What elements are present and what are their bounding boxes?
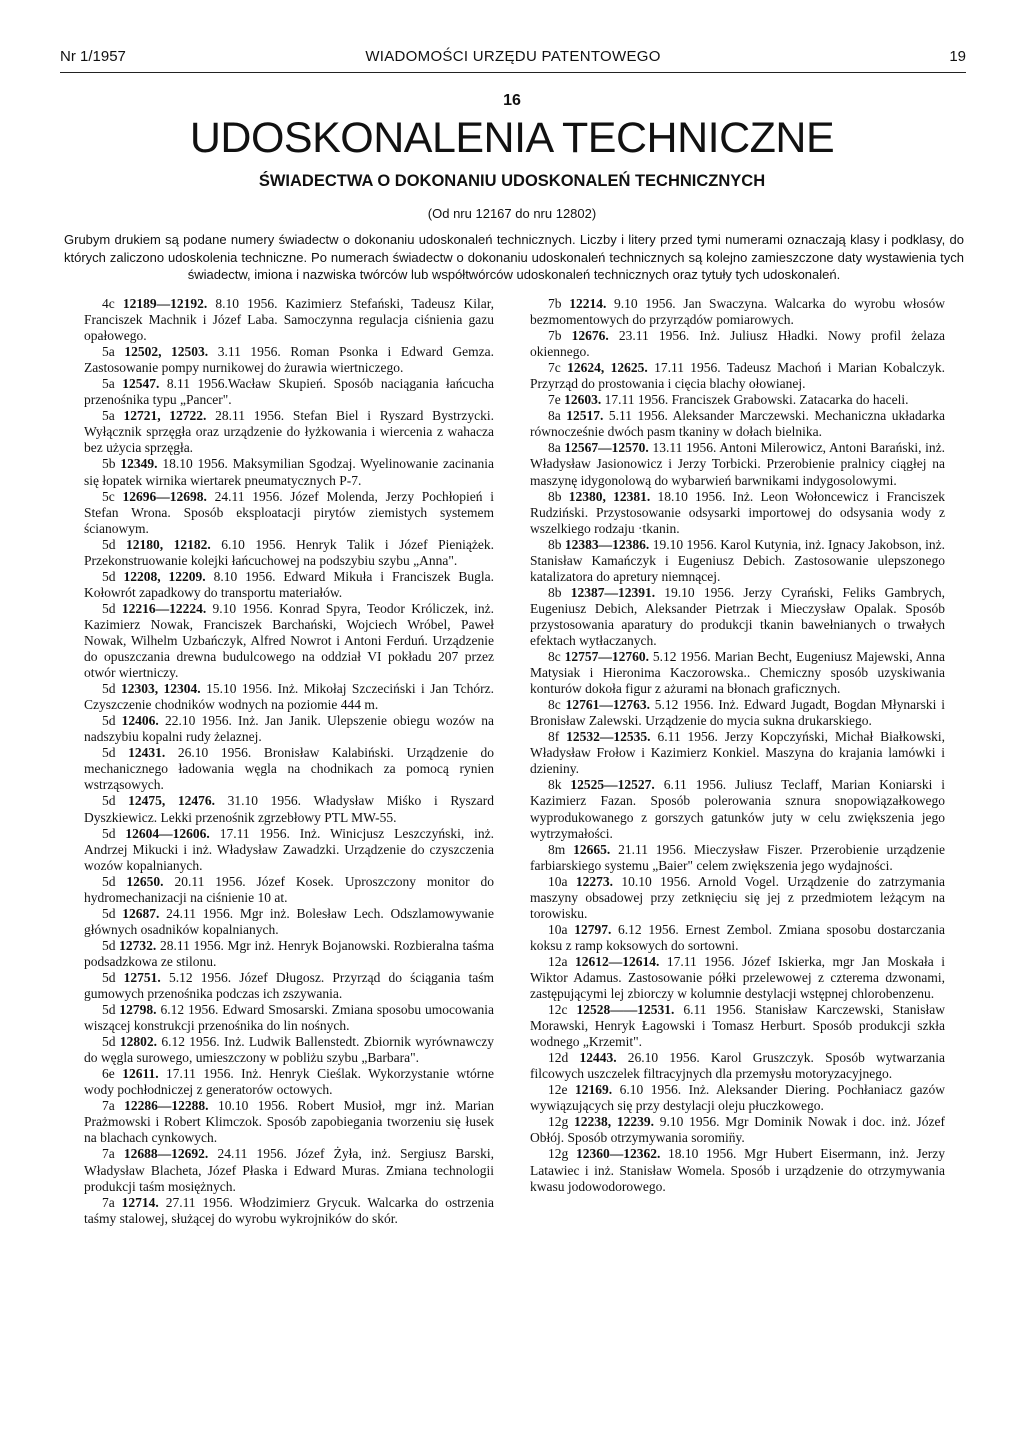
running-header	[60, 44, 966, 73]
journal-name: WIADOMOŚCI URZĘDU PATENTOWEGO	[365, 48, 661, 65]
class-code: 8b	[548, 536, 562, 552]
certificate-entry	[530, 1082, 945, 1114]
class-code: 5d	[102, 937, 116, 953]
certificate-number: 12650.	[126, 873, 164, 889]
certificate-number: 12273.	[575, 873, 613, 889]
certificate-number: 12547.	[122, 376, 160, 392]
entry-text: 9.10 1956. Jan Swaczyna. Walcarka do wyrobu włosów bezmomentowych do przyrządów pomiarowych.	[530, 296, 946, 328]
class-code: 12g	[548, 1114, 569, 1130]
certificate-entry	[84, 970, 494, 1002]
certificate-entry	[530, 440, 945, 488]
certificate-number: 12360—12362.	[575, 1146, 661, 1162]
certificate-entry	[84, 1002, 494, 1034]
certificate-number: 12169.	[575, 1082, 613, 1098]
certificate-number: 12732.	[119, 937, 157, 953]
class-code: 5a	[102, 376, 115, 392]
certificate-number: 12612—12614.	[575, 953, 660, 969]
entry-text: 26.10 1956. Karol Gruszczyk. Sposób wytwarzania filcowych uszczelek filtracyjnych dla przemysłu motoryzacyjnego.	[530, 1050, 945, 1082]
section-number: 16	[503, 92, 521, 109]
class-code: 5d	[102, 969, 116, 985]
certificate-entry	[84, 1195, 494, 1227]
certificate-number: 12797.	[574, 921, 612, 937]
entry-text: 17.11 1956. Inż. Winicjusz Leszczyński, inż. Andrzej Mikucki i inż. Władysław Zawadzki. Urządzenie do czyszczenia wozów kopalnianych.	[84, 825, 494, 873]
entry-text: 6.11 1956. Jerzy Kopczyński, Michał Białkowski, Władysław Frołow i Kazimierz Konkiel. Maszyna do krajania lamówki i dzieniny.	[530, 729, 946, 777]
page-number: 19	[949, 48, 966, 65]
class-code: 12a	[548, 953, 568, 969]
certificate-number: 12286—12288.	[124, 1098, 209, 1114]
entry-text: 3.11 1956. Roman Psonka i Edward Gemza. Zastosowanie pompy nurnikowej do żurawia wiertniczego.	[84, 344, 495, 376]
certificate-entry	[84, 826, 494, 874]
entry-text: 24.11 1956. Mgr inż. Bolesław Lech. Odszlamowywanie głównych osadników kopalnianych.	[84, 905, 495, 937]
class-code: 5d	[102, 905, 116, 921]
entry-text: 22.10 1956. Inż. Jan Janik. Ulepszenie obiegu wozów na nadszybiu kopalni rudy żelaznej.	[84, 713, 494, 745]
certificate-entry	[530, 585, 945, 649]
certificate-entry	[84, 1098, 494, 1146]
class-code: 5d	[102, 600, 116, 616]
certificate-entry	[530, 874, 945, 922]
certificate-number: 12238, 12239.	[574, 1114, 655, 1130]
certificate-number: 12567—12570.	[564, 440, 649, 456]
entry-text: 5.12 1956. Marian Becht, Eugeniusz Majewski, Anna Matysiak i Hieronima Kaczorowska.. Chemiczny sposób uzyskiwania konturów dokoła figur z ażurami na błonach graficznych.	[530, 649, 946, 697]
certificate-entry	[530, 729, 945, 777]
class-code: 5b	[102, 456, 116, 472]
certificate-entry	[84, 601, 494, 681]
certificate-entry	[530, 328, 945, 360]
entry-text: 17.11 1956. Józef Iskierka, mgr Jan Moskała i Wiktor Adamus. Zastosowanie półki przelewowej z czterema dzwonami, zastępującymi lej zbiorczy w kolumnie destylacji wstępnej chlorobenzenu.	[530, 953, 946, 1002]
entry-text: 28.11 1956. Stefan Biel i Ryszard Bystrzycki. Wyłącznik sprzęgła oraz urządzenie do łyżkowania i wiercenia z wahacza bez użycia sprzęgła.	[84, 408, 495, 456]
class-code: 10a	[548, 873, 568, 889]
certificate-number: 12624, 12625.	[567, 360, 648, 376]
entry-text: 21.11 1956. Mieczysław Fiszer. Przerobienie urządzenie farbiarskiego systemu „Baier" celem zwiększenia jego wydajności.	[530, 841, 946, 873]
entry-text: 19.10 1956. Jerzy Cyrański, Feliks Gambrych, Eugeniusz Debich, Aleksander Pietrzak i Mieczysław Opalak. Sposób przystosowania aparatury do produkcji tkanin bawełnianych o trwałych efektach wytłaczanych.	[530, 584, 945, 648]
entry-text: 17.11 1956. Inż. Henryk Cieślak. Wykorzystanie wtórne wody pochłodniczej z generatorów octowych.	[84, 1066, 494, 1098]
certificate-entry	[530, 1002, 945, 1050]
certificate-entry	[84, 681, 494, 713]
certificate-entry	[530, 360, 945, 392]
certificate-number: 12528——12531.	[576, 1002, 675, 1018]
entry-text: 10.10 1956. Robert Musioł, mgr inż. Marian Prażmowski i Robert Klimczok. Sposób zapobiegania tworzeniu się łusek na blachach cynkowych.	[84, 1098, 495, 1146]
certificate-number: 12208, 12209.	[123, 568, 206, 584]
certificate-number: 12665.	[573, 841, 611, 857]
class-code: 5d	[102, 536, 116, 552]
number-range: (Od nru 12167 do nru 12802)	[427, 206, 597, 221]
entry-text: 5.12 1956. Inż. Edward Jugadt, Bogdan Młynarski i Bronisław Zalewski. Urządzenie do mycia sukna drukarskiego.	[530, 697, 946, 729]
certificate-entry	[84, 713, 494, 745]
entry-text: 18.10 1956. Maksymilian Sgodzaj. Wyelinowanie zacinania się łopatek wirnika wiertarek pneumatycznych P-7.	[84, 456, 494, 488]
certificate-entry	[84, 1034, 494, 1066]
certificate-entry	[84, 874, 494, 906]
certificate-entry	[84, 408, 494, 456]
certificate-entry	[530, 392, 945, 408]
certificate-number: 12431.	[128, 745, 166, 761]
certificate-number: 12757—12760.	[564, 649, 649, 665]
certificate-number: 12189—12192.	[122, 296, 208, 311]
certificate-entry	[84, 456, 494, 488]
certificate-entry	[530, 954, 945, 1002]
class-code: 5a	[102, 408, 115, 424]
class-code: 8m	[548, 841, 566, 857]
class-code: 8c	[548, 649, 561, 665]
certificate-entry	[84, 376, 494, 408]
section-subtitle: ŚWIADECTWA O DOKONANIU UDOSKONALEŃ TECHNICZNYCH	[258, 172, 766, 190]
class-code: 7a	[102, 1098, 115, 1114]
certificate-number: 12603.	[564, 392, 602, 408]
certificate-number: 12721, 12722.	[123, 408, 207, 424]
class-code: 12e	[548, 1082, 568, 1098]
entry-text: 6.12 1956. Edward Smosarski. Zmiana sposobu umocowania wiszącej konstrukcji przenośnika do lin nośnych.	[84, 1002, 495, 1034]
certificate-number: 12303, 12304.	[120, 681, 201, 697]
certificate-number: 12349.	[120, 456, 158, 472]
certificate-number: 12517.	[566, 408, 604, 424]
class-code: 8a	[548, 408, 561, 424]
class-code: 8a	[548, 440, 561, 456]
entry-text: 6.10 1956. Henryk Talik i Józef Pieniążek. Przekonstruowanie kolejki łańcuchowej na podszybiu szybu „Anna".	[84, 536, 494, 568]
issue-number: Nr 1/1957	[60, 48, 126, 65]
intro-paragraph: Grubym drukiem są podane numery świadectw o dokonaniu udoskonaleń technicznych. Liczby i litery przed tymi numerami oznaczają klasy i podklasy, do których zaliczono udoskolenia techniczne. Po numerach świadectw o dokonaniu udoskonaleń technicznych są kolejno zamieszczone daty wystawienia tych świadectw, imiona i nazwiska twórców lub współtwórców udoskonaleń technicznych oraz tytuły tych udoskonaleń.	[64, 232, 964, 283]
class-code: 7b	[548, 296, 562, 311]
certificate-entry	[530, 649, 945, 697]
class-code: 5d	[102, 681, 116, 697]
certificate-entry	[530, 537, 945, 585]
class-code: 7c	[548, 360, 561, 376]
certificate-number: 12696—12698.	[122, 488, 207, 504]
class-code: 7a	[102, 1194, 115, 1210]
entry-text: 6.11 1956. Juliusz Teclaff, Marian Koniarski i Kazimierz Fazan. Sposób polerowania sznura snopowiązałkowego wyprodukowanego z gorszych gatunków juty w celu zwiększenia jego wytrzymałości.	[530, 777, 945, 841]
certificate-entry	[84, 745, 494, 793]
class-code: 12g	[548, 1146, 569, 1162]
certificate-number: 12611.	[122, 1066, 159, 1082]
certificate-entry	[84, 938, 494, 970]
class-code: 5d	[102, 1034, 116, 1050]
entry-text: 6.12 1956. Inż. Ludwik Ballenstedt. Zbiornik wyrównawczy do węgla surowego, umieszczony w pobliżu szybu „Barbara".	[84, 1034, 495, 1066]
class-code: 5c	[102, 488, 115, 504]
class-code: 8f	[548, 729, 560, 745]
entry-text: 6.12 1956. Ernest Zembol. Zmiana sposobu dostarczania koksu z ramp koksowych do sortowni.	[530, 921, 946, 953]
class-code: 5d	[102, 1002, 116, 1018]
class-code: 12c	[548, 1002, 568, 1018]
certificate-entry	[530, 1146, 945, 1194]
class-code: 5a	[102, 344, 115, 360]
certificate-entry	[84, 569, 494, 601]
certificate-entry	[530, 697, 945, 729]
certificate-entry	[84, 344, 494, 376]
certificate-entry	[530, 842, 945, 874]
entry-text: 20.11 1956. Józef Kosek. Uproszczony monitor do hydromechanizacji na ciśnienie 10 at.	[84, 873, 495, 905]
class-code: 6e	[102, 1066, 115, 1082]
entry-text: 24.11 1956. Józef Żyła, inż. Sergiusz Barski, Władysław Blacheta, Józef Płaska i Edward Muras. Zmiana technologii produkcji taśm mosiężnych.	[84, 1146, 495, 1194]
class-code: 7e	[548, 392, 561, 408]
entry-text: 6.11 1956. Stanisław Karczewski, Stanisław Morawski, Henryk Łagowski i Tomasz Herburt. Sposób produkcji szkła wodnego „Krzemit".	[530, 1002, 946, 1050]
certificate-entry	[84, 906, 494, 938]
certificate-number: 12525—12527.	[570, 777, 655, 793]
certificate-number: 12802.	[119, 1034, 157, 1050]
certificate-entry	[530, 777, 945, 841]
entry-text: 26.10 1956. Bronisław Kalabiński. Urządzenie do mechanicznego ładowania węgla na chodnikach za pomocą rynien wstrząsowych.	[84, 745, 495, 793]
entry-text: 13.11 1956. Antoni Milerowicz, Antoni Barański, inż. Władysław Jasionowicz i Jerzy Torbicki. Przerobienie pralnicy ciągłej na maszynę idygonolową do wybarwień barwnikami indygosolowymi.	[530, 440, 946, 488]
class-code: 5d	[102, 745, 116, 761]
entry-text: 24.11 1956. Józef Molenda, Jerzy Pochłopień i Stefan Wrona. Sposób eksploatacji pirytów ziemistych systemem ścianowym.	[84, 488, 495, 536]
entry-text: 5.12 1956. Józef Długosz. Przyrząd do ściągania taśm gumowych przenośnika podczas ich zszywania.	[84, 969, 495, 1002]
certificate-entry	[530, 296, 945, 328]
entry-text: 5.11 1956. Aleksander Marczewski. Mechaniczna układarka równocześnie dwóch pasm tkaniny w dołach bielnika.	[530, 408, 945, 440]
class-code: 5d	[102, 568, 116, 584]
certificate-number: 12502, 12503.	[124, 344, 209, 360]
class-code: 8c	[548, 697, 561, 713]
entry-text: 31.10 1956. Władysław Miśko i Ryszard Dyszkiewicz. Lekki przenośnik zgrzebłowy PTL MW-55.	[84, 793, 495, 825]
certificate-number: 12604—12606.	[125, 825, 210, 841]
entry-text: 10.10 1956. Arnold Vogel. Urządzenie do zatrzymania maszyny obsadowej przy zetknięciu się jej z przedmiotem leżącym na torowisku.	[530, 873, 946, 921]
certificate-entry	[84, 1066, 494, 1098]
certificate-entry	[84, 1146, 494, 1194]
class-code: 12d	[548, 1050, 569, 1066]
certificate-number: 12532—12535.	[566, 729, 651, 745]
certificate-number: 12443.	[579, 1050, 617, 1066]
certificate-number: 12387—12391.	[570, 584, 656, 600]
class-code: 5d	[102, 825, 116, 841]
class-code: 4c	[102, 296, 115, 311]
entry-text: 18.10 1956. Inż. Leon Wołoncewicz i Franciszek Rudziński. Przystosowanie odsysarki importowej do odsysania wody z wszelkiego rodzaju ·tkanin.	[530, 488, 946, 536]
entry-text: 19.10 1956. Karol Kutynia, inż. Ignacy Jakobson, inż. Stanisław Kamańczyk i Eugeniusz Debich. Zastosowanie ulepszonego katalizatora do apretury niemnącej.	[530, 536, 946, 584]
entry-text: 8.10 1956. Edward Mikuła i Franciszek Bugla. Kołowrót zapadkowy do transportu materiałów.	[84, 568, 494, 600]
certificate-entry	[530, 1050, 945, 1082]
certificate-number: 12688—12692.	[123, 1146, 209, 1162]
entry-text: 9.10 1956. Mgr Dominik Nowak i doc. inż. Józef Obłój. Sposób otrzymywania soromin̈y.	[530, 1114, 946, 1146]
certificate-number: 12798.	[119, 1002, 157, 1018]
certificate-number: 12383—12386.	[564, 536, 650, 552]
entry-text: 23.11 1956. Inż. Juliusz Hładki. Nowy profil żelaza okiennego.	[530, 328, 946, 360]
certificate-entry	[84, 793, 494, 825]
certificate-number: 12676.	[571, 328, 609, 344]
certificate-entry	[530, 408, 945, 440]
certificate-entry	[84, 489, 494, 537]
certificate-entry	[530, 1114, 945, 1146]
entry-text: 9.10 1956. Konrad Spyra, Teodor Króliczek, inż. Kazimierz Nowak, Franciszek Barchański, Wojciech Wróbel, Paweł Nowak, Wilhelm Uzbańczyk, Alfred Nowrot i Antoni Ferduń. Urządzenie do opuszczania drewna budulcowego na oddział VI pokładu 207 przez otwór wiertniczy.	[84, 600, 494, 681]
class-code: 8b	[548, 488, 562, 504]
entry-text: 27.11 1956. Włodzimierz Grycuk. Walcarka do ostrzenia taśmy stalowej, służącej do wyrobu wykrojników do skór.	[84, 1194, 495, 1226]
certificate-number: 12216—12224.	[121, 600, 207, 616]
right-column	[530, 296, 945, 1195]
entry-text: 28.11 1956. Mgr inż. Henryk Bojanowski. Rozbieralna taśma podsadzkowa ze stilonu.	[84, 937, 495, 969]
class-code: 8k	[548, 777, 562, 793]
certificate-entry	[84, 296, 494, 344]
class-code: 7b	[548, 328, 562, 344]
certificate-number: 12180, 12182.	[125, 536, 211, 552]
entry-text: 8.10 1956. Kazimierz Stefański, Tadeusz Kilar, Franciszek Machnik i Józef Laba. Samoczynna regulacja ciśnienia gazu opałowego.	[84, 296, 495, 344]
certificate-number: 12751.	[123, 969, 161, 985]
class-code: 7a	[102, 1146, 115, 1162]
entry-text: 15.10 1956. Inż. Mikołaj Szczeciński i Jan Tchórz. Czyszczenie chodników wodnych na poziomie 444 m.	[84, 681, 495, 713]
class-code: 10a	[548, 921, 568, 937]
certificate-number: 12687.	[122, 905, 160, 921]
certificate-number: 12761—12763.	[565, 697, 650, 713]
left-column	[84, 296, 494, 1227]
certificate-entry	[530, 489, 945, 537]
class-code: 5d	[102, 713, 116, 729]
certificate-number: 12714.	[121, 1194, 159, 1210]
entry-text: 18.10 1956. Mgr Hubert Eisermann, inż. Jerzy Latawiec i inż. Stanisław Womela. Sposób i urządzenie do otrzymywania kwasu jodowodorowego.	[530, 1146, 946, 1194]
class-code: 5d	[102, 793, 116, 809]
entry-text: 17.11 1956. Tadeusz Machoń i Marian Kobalczyk. Przyrząd do prostowania i cięcia blachy ołowianej.	[530, 360, 946, 392]
class-code: 8b	[548, 584, 562, 600]
certificate-number: 12214.	[569, 296, 607, 311]
entry-text: 8.11 1956.Wacław Skupień. Sposób naciągania łańcucha przenośnika typu „Pancer".	[84, 376, 495, 408]
certificate-entry	[84, 537, 494, 569]
certificate-number: 12380, 12381.	[568, 488, 651, 504]
certificate-entry	[530, 922, 945, 954]
section-title: UDOSKONALENIA TECHNICZNE	[189, 114, 835, 162]
class-code: 5d	[102, 873, 116, 889]
certificate-number: 12406.	[121, 713, 159, 729]
entry-text: 17.11 1956. Franciszek Grabowski. Zatacarka do haceli.	[604, 392, 909, 408]
certificate-number: 12475, 12476.	[128, 793, 216, 809]
entry-text: 6.10 1956. Inż. Aleksander Diering. Pochłaniacz gazów wywiązujących się przy destylacji oleju płuczkowego.	[530, 1082, 945, 1114]
